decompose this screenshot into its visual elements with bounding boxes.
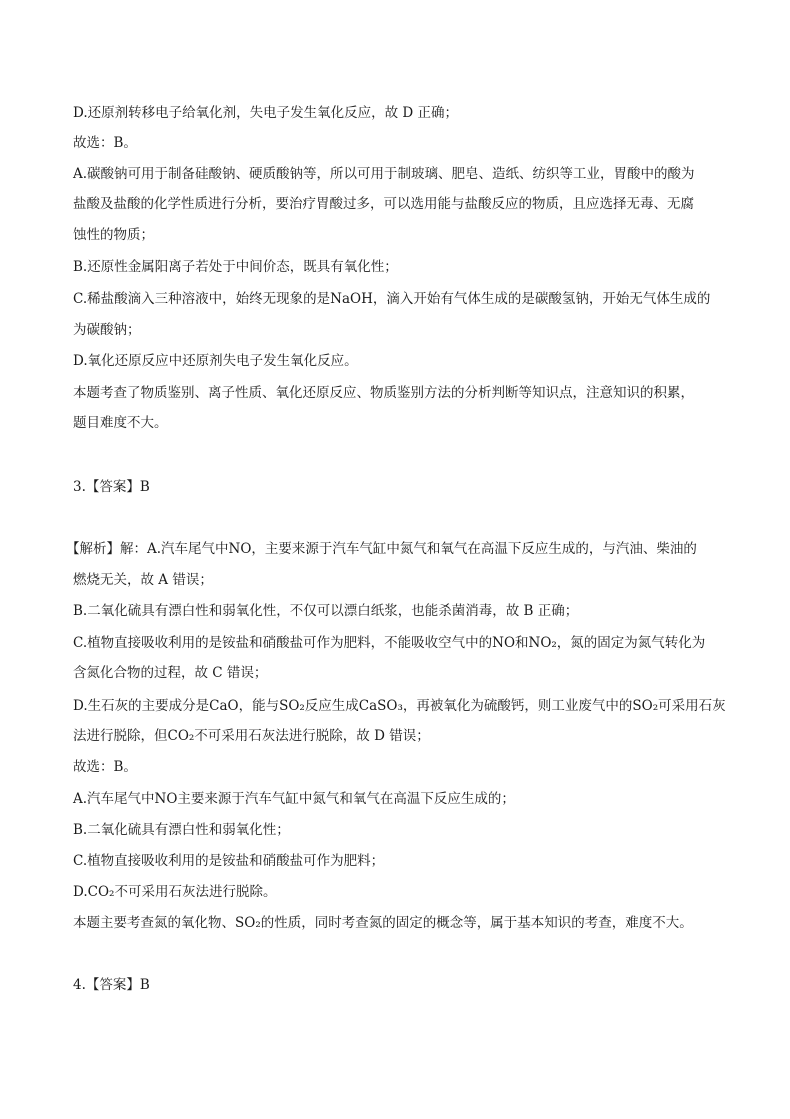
- text-line: 含氮化合物的过程，故 C 错误；: [73, 665, 268, 681]
- text-line: 【解析】解：A.汽车尾气中NO，主要来源于汽车气缸中氮气和氧气在高温下反应生成的，与汽油、柴油的: [66, 541, 697, 557]
- text-line: 盐酸及盐酸的化学性质进行分析，要治疗胃酸过多，可以选用能与盐酸反应的物质，且应选择无毒、无腐: [73, 196, 694, 212]
- answer-heading: 3.【答案】B: [73, 479, 150, 495]
- text-line: 题目难度不大。: [73, 415, 168, 431]
- text-line: D.CO₂不可采用石灰法进行脱除。: [73, 884, 277, 900]
- text-line: B.二氧化硫具有漂白性和弱氧化性，不仅可以漂白纸浆，也能杀菌消毒，故 B 正确；: [73, 603, 579, 619]
- text-line: C.植物直接吸收利用的是铵盐和硝酸盐可作为肥料，不能吸收空气中的NO和NO₂，氮的固定为氮气转化为: [73, 635, 706, 651]
- text-line: D.还原剂转移电子给氧化剂，失电子发生氧化反应，故 D 正确；: [73, 105, 459, 121]
- text-line: 本题考查了物质鉴别、离子性质、氧化还原反应、物质鉴别方法的分析判断等知识点，注意知识的积累，: [73, 385, 694, 401]
- text-line: 故选：B。: [73, 759, 137, 775]
- text-line: C.稀盐酸滴入三种溶液中，始终无现象的是NaOH，滴入开始有气体生成的是碳酸氢钠，开始无气体生成的: [73, 291, 711, 307]
- text-line: A.碳酸钠可用于制备硅酸钠、硬质酸钠等，所以可用于制玻璃、肥皂、造纸、纺织等工业，胃酸中的酸为: [73, 166, 695, 182]
- text-line: D.生石灰的主要成分是CaO，能与SO₂反应生成CaSO₃，再被氧化为硫酸钙，则工业废气中的SO₂可采用石灰: [73, 698, 726, 714]
- text-line: 故选：B。: [73, 135, 137, 151]
- answer-heading: 4.【答案】B: [73, 977, 150, 993]
- text-line: C.植物直接吸收利用的是铵盐和硝酸盐可作为肥料；: [73, 853, 385, 869]
- text-line: 蚀性的物质；: [73, 227, 154, 243]
- text-line: 法进行脱除，但CO₂不可采用石灰法进行脱除，故 D 错误；: [73, 728, 430, 744]
- text-line: 为碳酸钠；: [73, 322, 141, 338]
- text-line: D.氧化还原反应中还原剂失电子发生氧化反应。: [73, 353, 358, 369]
- text-line: B.还原性金属阳离子若处于中间价态，既具有氧化性；: [73, 259, 398, 275]
- text-line: B.二氧化硫具有漂白性和弱氧化性；: [73, 822, 290, 838]
- text-line: A.汽车尾气中NO主要来源于汽车气缸中氮气和氧气在高温下反应生成的；: [73, 791, 515, 807]
- text-line: 本题主要考查氮的氧化物、SO₂的性质，同时考查氮的固定的概念等，属于基本知识的考查，难度不大。: [73, 915, 693, 931]
- text-line: 燃烧无关，故 A 错误；: [73, 572, 213, 588]
